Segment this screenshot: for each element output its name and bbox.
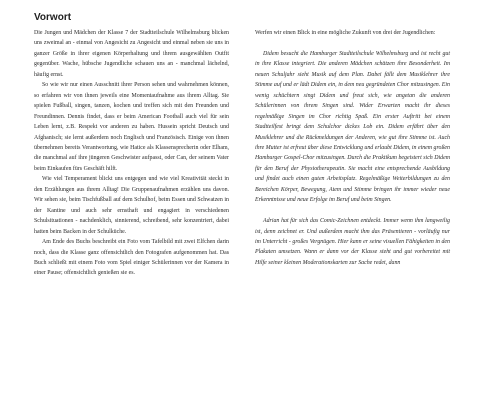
paragraph: Wie viel Temperament blickt uns entgegen und wie viel Kreativität steckt in den Erzählungen aus ihrem Alltag! Die Gruppenaufnahmen erzählen uns davon. Wir sehen sie, beim Tischfußball auf dem Schulhof, beim Essen und Schwatzen in der Kantine und auch sehr ernsthaft und engagiert in verschiedenen Schulsituationen - nachdenklich, sinnierend, schreibend, sehr konzentriert, dabei hatten beim Backen in der Schulküche. [34, 176, 229, 235]
paragraph-intro: Werfen wir einen Blick in eine mögliche Zukunft von drei der Jugendlichen: [255, 30, 436, 36]
paragraph: Am Ende des Buchs beschreibt ein Foto vom Tafelbild mit zwei Elfchen darin noch, dass die Klasse ganz offensichtlich den Fotografen aufgenommen hat. Das Buch schließt mit einem Foto vom Spiel einiger Schülerinnen vor der Kamera in einer Pause; offensichtlich genießen sie es. [34, 239, 229, 277]
paragraph-adrian: Adrian hat für sich das Comic-Zeichnen entdeckt. Immer wenn ihm langweilig ist, denn zeichnet er. Und außerdem macht ihm das Präsentieren - vorläufig nur im Unterricht - großes Vergnügen. Hier kann er seine visuellen Fähigkeiten in den Plakaten umsetzen. Wann er dann vor der Klasse steht und gut vorbereitet mit Hilfe seiner kleinen Moderationskarten zur Sache redet, dann [255, 218, 450, 266]
paragraph-didem: Didem besucht die Hamburger Stadtteilschule Wilhelmsburg und ist recht gut in ihre Klasse integriert. Die anderen Mädchen schätzen ihre Besonderheit. Im neuen Schuljahr sieht Musik auf dem Plan. Dabei fällt dem Musiklehrer ihre Stimme auf und er lädt Didem ein, in dem neu gegründeten Chor mitzusingen. Ein wenig schüchtern singt Didem und freut sich, wie angetan die anderen Schülerinnen von ihrem Singen sind. Wider Erwarten macht ihr dieses regelmäßige Singen im Chor richtig Spaß. Ein erster Auftritt bei einem Stadtteilfest bringt dem Schulchor dickes Lob ein. Didem erfährt über den Musiklehrer und die Rückmeldungen der Anderen, wie gut ihre Stimme ist. Auch ihre Mutter ist erfreut über diese Entwicklung und erlaubt Didem, in einem großen Hamburger Gospel-Chor mitzusingen. Durch die Praktikum begeistert sich Didem für den Beruf der Physiotherapeutin. Sie macht eine entsprechende Ausbildung und findet auch einen guten Arbeitsplatz. Regelmäßige Weiterbildungen zu den Bereichen Körper, Bewegung, Atem und Stimme bringen ihr immer wieder neue Erkenntnisse und neue Erfolge im Beruf und beim Singen. [255, 50, 450, 204]
paragraph: So wie wir nur einen Ausschnitt ihrer Person sehen und wahrnehmen können, so erfahren wir von ihnen jeweils eine Momentaufnahme aus ihrem Alltag. Sie spielen Fußball, singen, tanzen, kochen und treffen sich mit den Freunden und Freundinnen. Dennis findet, dass er beim American Football auch viel für sein Leben lernt, z.B. Respekt vor anderen zu haben. Hussein spricht Deutsch und Afghanisch; sie lernt außerdem noch Englisch und Französisch. Einige von ihnen übernehmen bereits Verantwortung, wie Hatice als Klassensprecherin oder Elham, die manchmal auf ihre jüngeren Geschwister aufpasst, oder Can, der seinem Vater beim Einkaufen fürs Geschäft hilft. [34, 82, 229, 172]
right-column [255, 28, 450, 268]
left-column [34, 28, 229, 279]
page-title: Vorwort [34, 12, 72, 23]
paragraph: Die Jungen und Mädchen der Klasse 7 der Stadtteilschule Wilhelmsburg blicken uns zweimal an - einmal von Angesicht zu Angesicht und einmal neben sie uns in ganzer Größe in ihrer eigenen Körperhaltung und ihrem ausgewählten Outfit gegenüber. Wache, hübsche Jugendliche schauen uns an - manchmal lächelnd, häufig ernst. [34, 30, 229, 78]
